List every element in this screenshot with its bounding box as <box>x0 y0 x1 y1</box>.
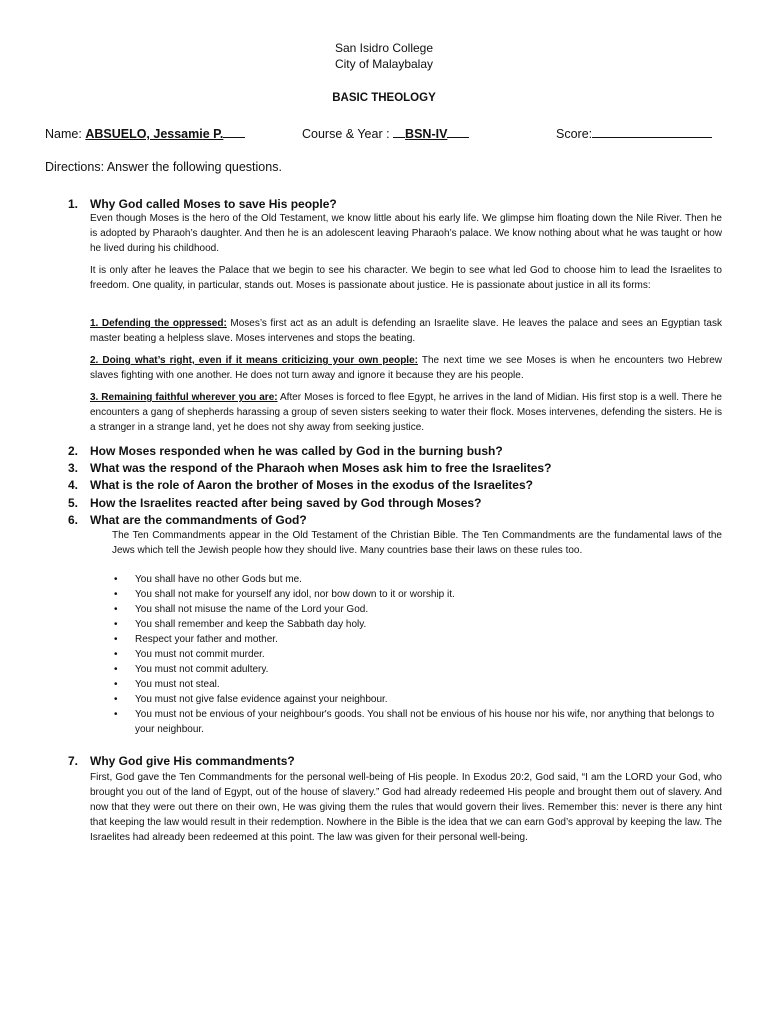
course-value: BSN-IV <box>405 127 448 141</box>
name-value: ABSUELO, Jessamie P. <box>85 127 224 141</box>
score-label: Score: <box>556 127 593 141</box>
course-underline-left <box>393 125 405 138</box>
answer-1-point-1: 1. Defending the oppressed: Moses’s first act as an adult is defending an Israelite slave. He leaves the palace and sees an Egyptian task master beating a helpless slave. Moses intervenes and stops the beating. <box>90 318 722 344</box>
list-item: • You shall remember and keep the Sabbath day holy. <box>114 619 367 630</box>
name-field <box>45 125 245 141</box>
list-item: • You must not give false evidence against your neighbour. <box>114 694 388 705</box>
answer-1-paragraph-1: Even though Moses is the hero of the Old Testament, we know little about his early life. We glimpse him floating down the Nile River. Then he is adopted by Pharaoh’s daughter. And then he is an adolescent leaving Pharaoh’s palace. We know nothing about what he was taught or how he lived during his childhood. <box>90 213 722 254</box>
list-item: • You must not commit murder. <box>114 649 265 660</box>
course-field <box>302 125 469 141</box>
list-item: • You must not be envious of your neighbour's goods. You shall not be envious of his house nor his wife, nor anything that belongs to your neighbour. <box>114 709 715 735</box>
answer-7-paragraph: First, God gave the Ten Commandments for the personal well-being of His people. In Exodus 20:2, God said, “I am the LORD your God, who brought you out of the land of Egypt, out of the house of slavery.” God had already redeemed His people and brought them out of slavery. And now that they were out there on their own, He was giving them the rules that would govern their lives. Remember this: never is there any hint that keeping the law would result in their redemption. Nowhere in the Bible is the idea that we can earn God’s approval by keeping the law. The Israelites had already been redeemed at this point. The law was given for their personal well-being. <box>90 772 722 843</box>
list-item: • You shall have no other Gods but me. <box>114 574 302 585</box>
name-underline <box>223 125 245 138</box>
score-blank <box>592 125 712 138</box>
course-label: Course & Year : <box>302 127 390 141</box>
school-name: San Isidro College <box>334 41 434 55</box>
question-6: 6. What are the commandments of God? <box>68 513 307 527</box>
question-4: 4. What is the role of Aaron the brother of Moses in the exodus of the Israelites? <box>68 478 533 492</box>
directions: Directions: Answer the following questions. <box>45 160 282 174</box>
question-2: 2. How Moses responded when he was called by God in the burning bush? <box>68 444 503 458</box>
list-item: • You shall not make for yourself any idol, nor bow down to it or worship it. <box>114 589 455 600</box>
course-underline-right <box>447 125 469 138</box>
subject-title: BASIC THEOLOGY <box>332 92 436 104</box>
list-item: • You must not steal. <box>114 679 220 690</box>
score-field <box>556 125 712 141</box>
question-1: 1. Why God called Moses to save His people? <box>68 197 337 211</box>
commandments-list <box>114 572 724 737</box>
answer-6-intro: The Ten Commandments appear in the Old Testament of the Christian Bible. The Ten Commandments are the fundamental laws of the Jews which tell the Jewish people how they should live. Many countries base their laws on these rules too. <box>112 530 722 556</box>
list-item: • You shall not misuse the name of the Lord your God. <box>114 604 369 615</box>
question-7: 7. Why God give His commandments? <box>68 754 295 768</box>
answer-1-point-2: 2. Doing what’s right, even if it means criticizing your own people: The next time we see Moses is when he encounters two Hebrew slaves fighting with one another. He does not turn away and ignore it because they are his people. <box>90 355 723 381</box>
question-3: 3. What was the respond of the Pharaoh when Moses ask him to free the Israelites? <box>68 461 552 475</box>
answer-1-point-3: 3. Remaining faithful wherever you are: After Moses is forced to flee Egypt, he arrives in the land of Midian. His first stop is a well. There he encounters a gang of shepherds harassing a group of seven sisters seeking to water their flock. Moses intervenes, defending the sisters. He is a stranger in a strange land, yet he does not shy away from seeking justice. <box>90 392 722 433</box>
name-label: Name: <box>45 127 82 141</box>
city-name: City of Malaybalay <box>334 57 434 71</box>
list-item: • Respect your father and mother. <box>114 634 278 645</box>
answer-1-paragraph-2: It is only after he leaves the Palace that we begin to see his character. We begin to see what led God to choose him to lead the Israelites to freedom. One quality, in particular, stands out. Moses is passionate about justice. He is passionate about justice in all its forms: <box>90 265 722 291</box>
question-5: 5. How the Israelites reacted after being saved by God through Moses? <box>68 496 482 510</box>
list-item: • You must not commit adultery. <box>114 664 269 675</box>
